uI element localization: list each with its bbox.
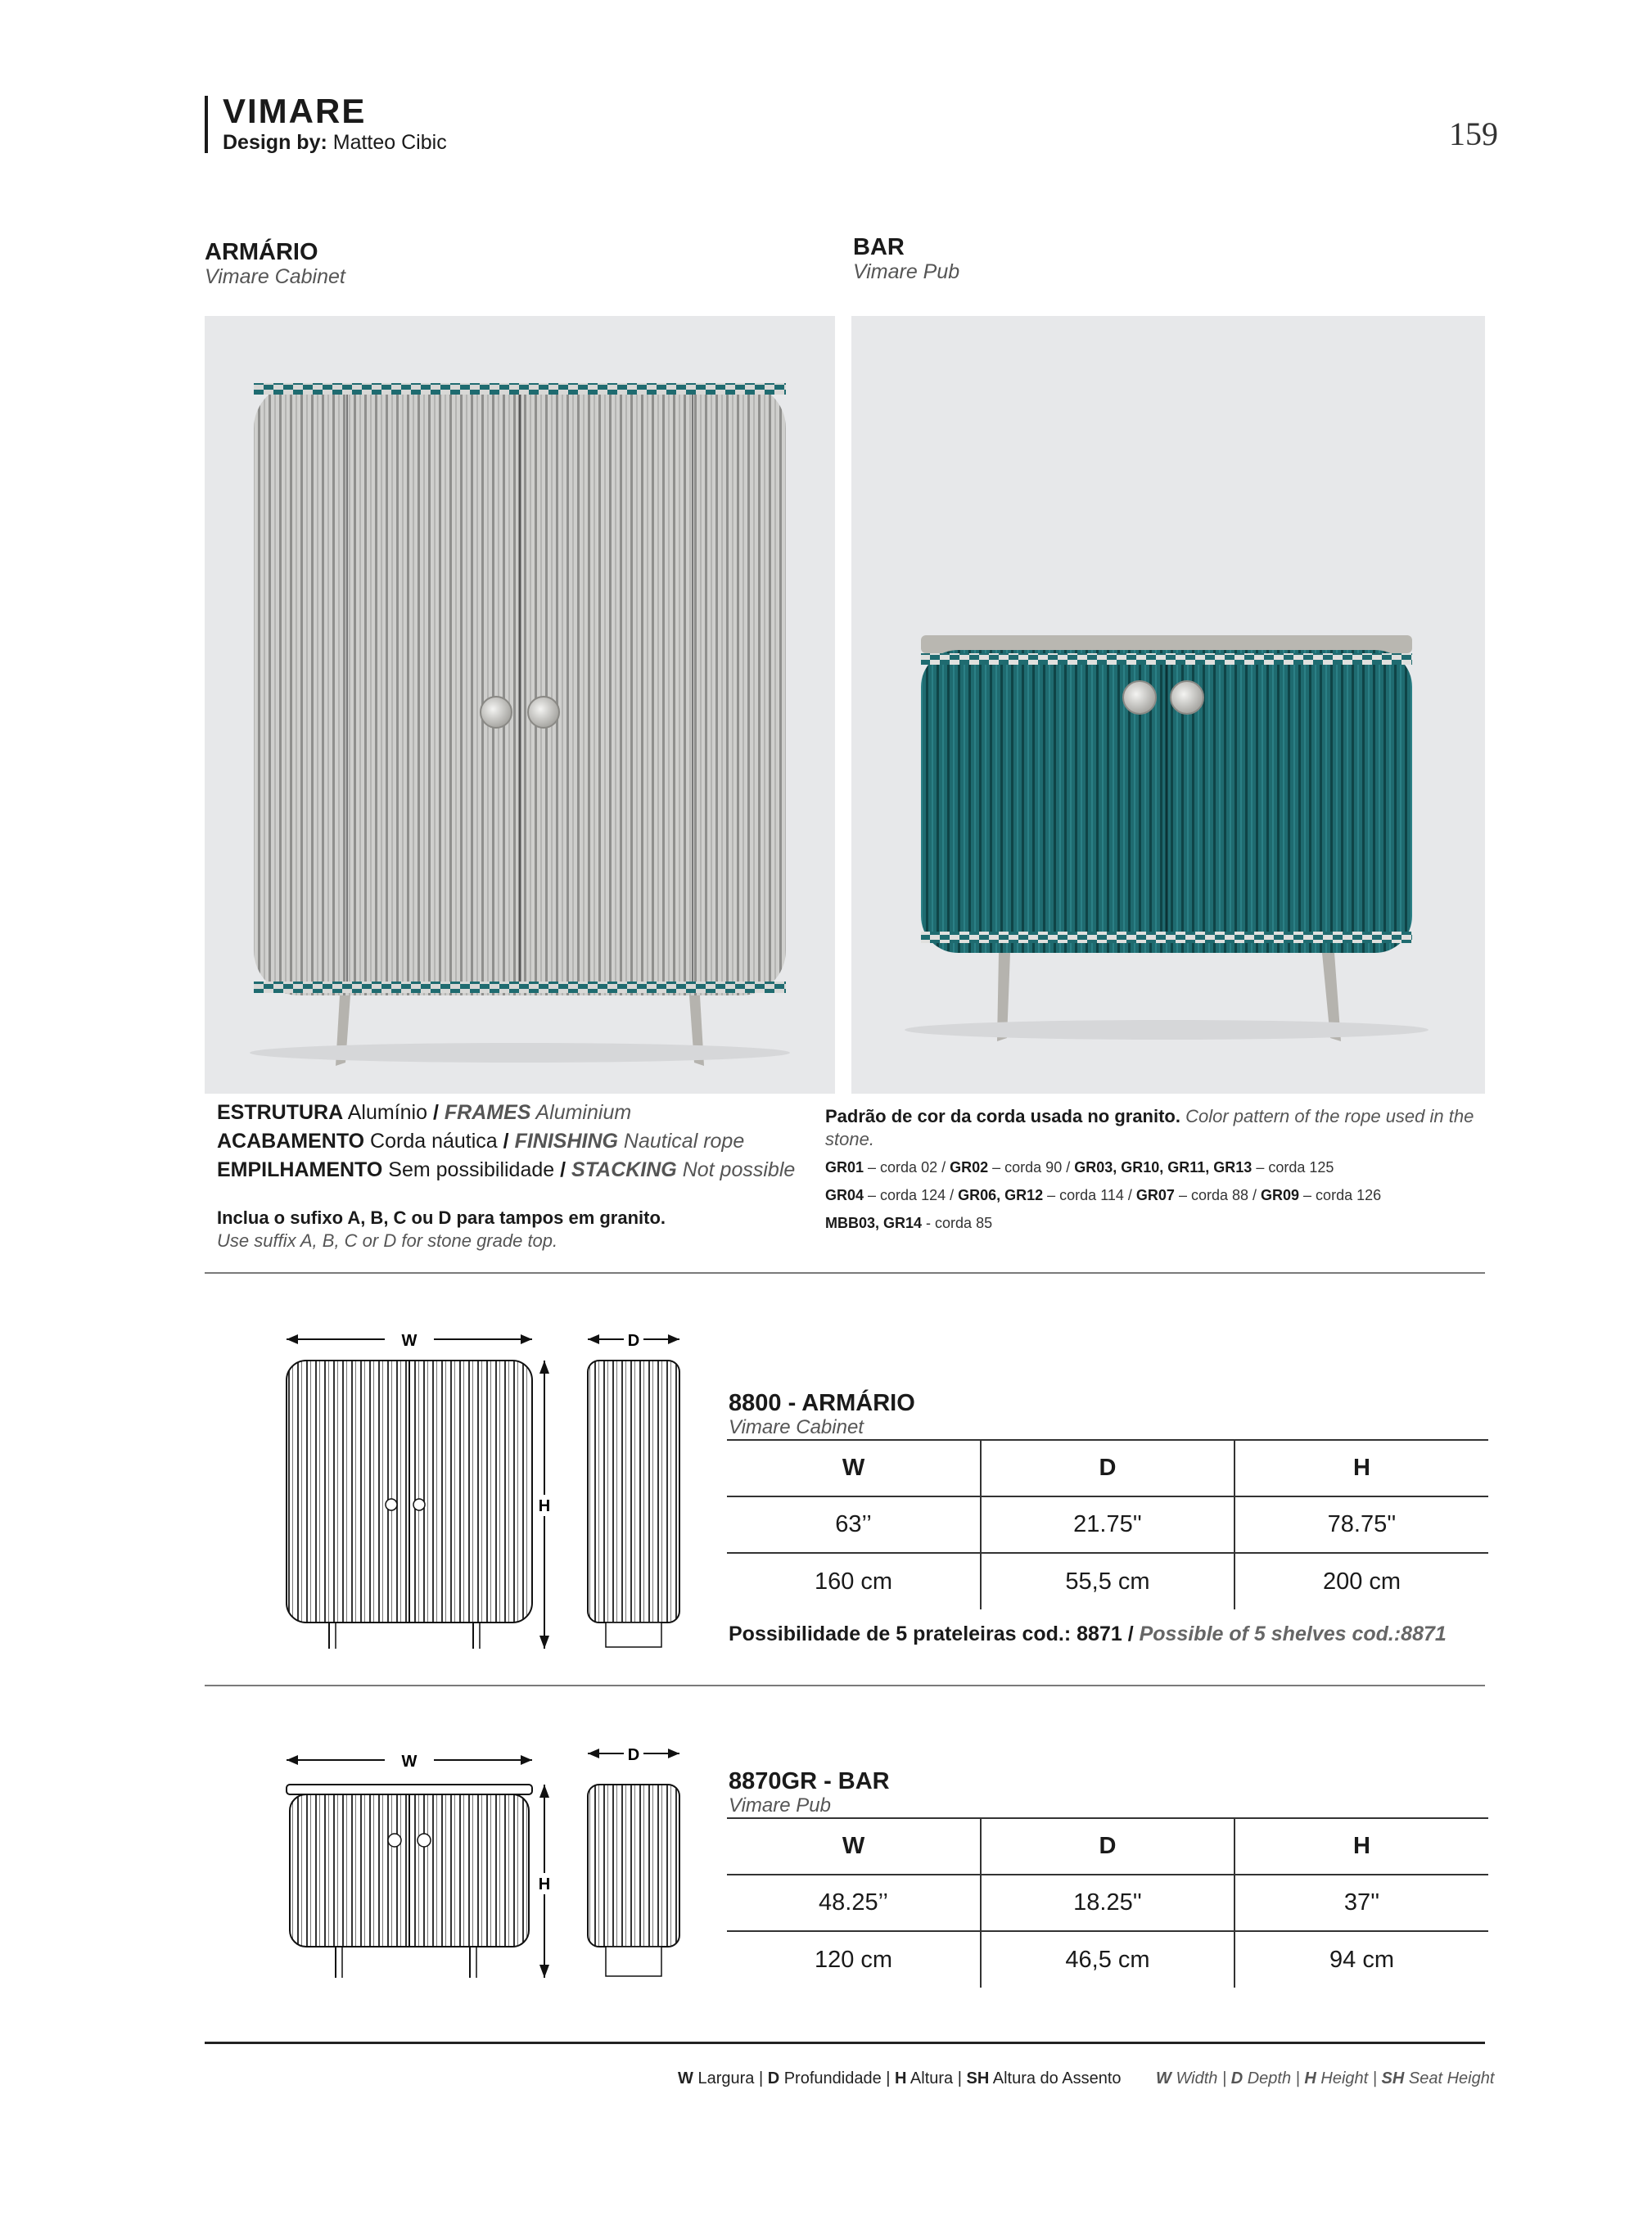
legend-value: Width | [1171, 2069, 1231, 2087]
cm-cell-d: 46,5 cm [981, 1931, 1234, 1988]
spec-separator: / [432, 1101, 439, 1124]
bar-drawing-svg [270, 1739, 696, 1984]
cabinet-section-subtitle: Vimare Cabinet [205, 265, 345, 288]
spec-label: ESTRUTURA [217, 1101, 344, 1124]
cm-cell-h: 200 cm [1234, 1553, 1488, 1609]
header-cell-w: W [727, 1440, 981, 1496]
rope-value: - corda 85 [922, 1215, 993, 1231]
suffix-note-en: Use suffix A, B, C or D for stone grade top. [217, 1230, 558, 1251]
designer-name: Matteo Cibic [332, 131, 447, 154]
page-number: 159 [1449, 115, 1498, 152]
footer-legend-pt [678, 2069, 1122, 2088]
footer-legend-en [1156, 2069, 1494, 2088]
rope-pattern-heading [825, 1105, 1488, 1151]
rope-code: GR02 [950, 1159, 989, 1176]
cabinet-illustration [205, 316, 835, 1094]
cm-cell-w: 120 cm [814, 1946, 893, 1973]
legend-key: H [1304, 2069, 1316, 2087]
product-2-dimensions-table [727, 1817, 1488, 1988]
table-row [727, 1818, 1488, 1875]
rope-value: – corda 125 [1252, 1159, 1334, 1176]
table-row [727, 1875, 1488, 1931]
designer-credit [223, 131, 447, 155]
header-cell-h: H [1234, 1440, 1488, 1496]
brand-title: VIMARE [223, 92, 367, 130]
spec-label-en: STACKING [571, 1158, 677, 1181]
table-row [727, 1496, 1488, 1553]
legend-key: D [767, 2069, 780, 2087]
rope-code: MBB03, GR14 [825, 1215, 923, 1231]
rope-code: GR04 [825, 1187, 864, 1203]
table-row [727, 1440, 1488, 1496]
shelves-note [729, 1623, 1447, 1646]
cabinet-photo [205, 316, 835, 1094]
shelves-note-pt: Possibilidade de 5 prateleiras cod.: 8871 / [729, 1623, 1134, 1645]
inch-cell-d: 18.25'' [981, 1875, 1234, 1931]
cabinet-drawing-svg [270, 1325, 696, 1652]
legend-value: Largura | [693, 2069, 768, 2087]
rope-line-1 [825, 1159, 1334, 1176]
bar-illustration [851, 316, 1485, 1094]
inch-cell-w: 48.25’’ [727, 1875, 981, 1931]
legend-value: Height | [1316, 2069, 1382, 2087]
header-cell-d: D [981, 1440, 1234, 1496]
legend-value: Seat Height [1404, 2069, 1495, 2087]
spec-value: Sem possibilidade [388, 1158, 555, 1181]
header-cell-h: H [1234, 1818, 1488, 1875]
width-label-w: W [401, 1332, 418, 1350]
design-label: Design by: [223, 131, 327, 154]
inch-cell-d: 21.75'' [981, 1496, 1234, 1553]
cabinet-section-title: ARMÁRIO [205, 239, 318, 265]
spec-value: Corda náutica [370, 1130, 498, 1153]
legend-value: Altura do Assento [989, 2069, 1122, 2087]
cm-cell-d: 55,5 cm [981, 1553, 1234, 1609]
height-label-h: H [538, 1875, 551, 1893]
rope-line-2 [825, 1187, 1381, 1204]
inch-cell-h: 78.75'' [1234, 1496, 1488, 1553]
product-2-title: 8870GR - BAR [729, 1768, 890, 1794]
rope-code: GR06, GR12 [958, 1187, 1044, 1203]
brand-accent-bar [205, 96, 208, 153]
rope-pattern-en: Color pattern of the rope used in the stone. [825, 1106, 1474, 1149]
section-divider [205, 1685, 1485, 1686]
rope-code: GR01 [825, 1159, 864, 1176]
header-cell-w: W [727, 1818, 981, 1875]
rope-value: – corda 124 / [864, 1187, 959, 1203]
width-label-w: W [401, 1753, 418, 1771]
inch-cell-h: 37'' [1234, 1875, 1488, 1931]
spec-value-en: Not possible [682, 1158, 796, 1181]
rope-code: GR03, GR10, GR11, GR13 [1074, 1159, 1253, 1176]
section-divider [205, 1272, 1485, 1274]
inch-cell-w: 63’’ [727, 1496, 981, 1553]
legend-value: Altura | [906, 2069, 967, 2087]
cm-cell-w: 160 cm [814, 1568, 893, 1595]
legend-key: H [895, 2069, 907, 2087]
cm-cell-h: 94 cm [1234, 1931, 1488, 1988]
rope-value: – corda 90 / [988, 1159, 1075, 1176]
legend-key: SH [966, 2069, 990, 2087]
rope-code: GR09 [1261, 1187, 1300, 1203]
rope-line-3 [825, 1215, 992, 1232]
rope-pattern-pt: Padrão de cor da corda usada no granito. [825, 1106, 1180, 1126]
rope-value: – corda 126 [1299, 1187, 1382, 1203]
bar-technical-drawing [270, 1739, 696, 1984]
product-1-title: 8800 - ARMÁRIO [729, 1390, 915, 1416]
spec-value-en: Nautical rope [623, 1130, 745, 1153]
bar-section-title: BAR [853, 234, 905, 260]
spec-value-en: Aluminium [535, 1101, 632, 1124]
table-row [727, 1553, 1488, 1609]
spec-separator: / [503, 1130, 509, 1153]
spec-finishing [217, 1127, 744, 1156]
spec-label: ACABAMENTO [217, 1130, 365, 1153]
depth-label-d: D [627, 1332, 640, 1350]
spec-separator: / [560, 1158, 566, 1181]
rope-value: – corda 02 / [864, 1159, 950, 1176]
spec-value: Alumínio [347, 1101, 428, 1124]
shelves-note-en: Possible of 5 shelves cod.:8871 [1139, 1623, 1447, 1645]
spec-label: EMPILHAMENTO [217, 1158, 383, 1181]
product-2-subtitle: Vimare Pub [729, 1794, 831, 1817]
footer-divider [205, 2042, 1485, 2044]
legend-key: W [678, 2069, 693, 2087]
legend-key: D [1230, 2069, 1244, 2087]
spec-label-en: FRAMES [444, 1101, 531, 1124]
header-cell-d: D [981, 1818, 1234, 1875]
cabinet-technical-drawing [270, 1325, 696, 1652]
depth-label-d: D [627, 1746, 640, 1764]
table-row [727, 1931, 1488, 1988]
height-label-h: H [538, 1497, 551, 1515]
spec-stacking [217, 1156, 795, 1185]
rope-value: – corda 88 / [1174, 1187, 1262, 1203]
spec-label-en: FINISHING [514, 1130, 618, 1153]
bar-photo [851, 316, 1485, 1094]
spec-structure [217, 1099, 631, 1127]
product-1-subtitle: Vimare Cabinet [729, 1416, 864, 1438]
rope-value: – corda 114 / [1043, 1187, 1136, 1203]
product-1-dimensions-table [727, 1439, 1488, 1609]
legend-value: Profundidade | [779, 2069, 896, 2087]
legend-key: W [1156, 2069, 1171, 2087]
legend-key: SH [1381, 2069, 1405, 2087]
legend-value: Depth | [1243, 2069, 1305, 2087]
rope-code: GR07 [1135, 1187, 1175, 1203]
suffix-note-pt: Inclua o sufixo A, B, C ou D para tampos em granito. [217, 1207, 666, 1228]
bar-section-subtitle: Vimare Pub [853, 260, 960, 283]
